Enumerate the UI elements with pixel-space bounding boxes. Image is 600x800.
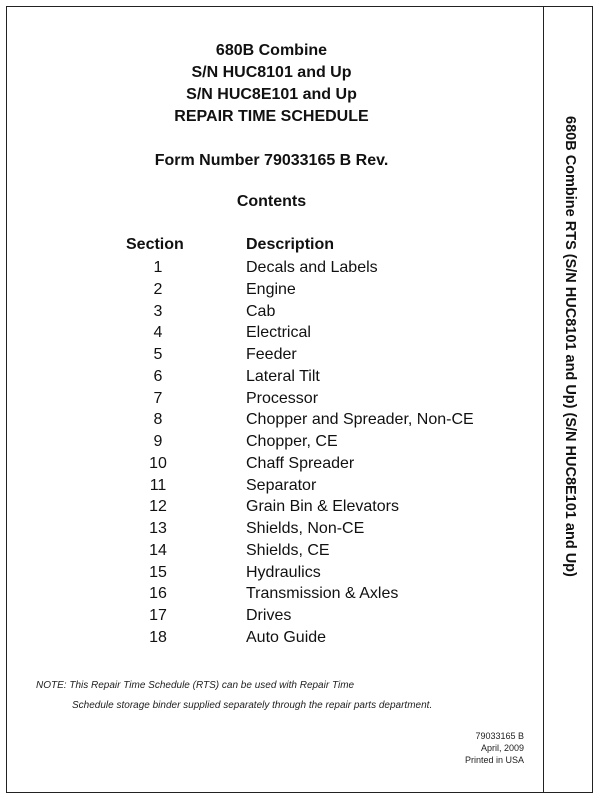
section-description: Processor <box>246 389 319 407</box>
contents-row <box>0 477 543 499</box>
section-number: 7 <box>153 389 163 407</box>
note-line-2: Schedule storage binder supplied separately through the repair parts department. <box>72 700 433 711</box>
contents-row <box>0 303 543 325</box>
section-number: 15 <box>149 563 167 581</box>
title-line-schedule: REPAIR TIME SCHEDULE <box>174 108 369 125</box>
section-number: 1 <box>153 259 163 276</box>
contents-row <box>0 542 543 564</box>
section-column-header: Section <box>126 236 184 253</box>
section-number: 5 <box>153 346 163 363</box>
contents-row <box>0 281 543 303</box>
contents-heading: Contents <box>236 193 307 210</box>
section-number: 8 <box>153 411 163 429</box>
form-code: 79033165 B <box>475 731 524 741</box>
section-description: Transmission & Axles <box>246 585 399 603</box>
contents-row <box>0 433 543 455</box>
section-description: Shields, Non-CE <box>246 520 365 537</box>
section-description: Grain Bin & Elevators <box>246 498 399 516</box>
section-description: Engine <box>246 280 296 298</box>
note-line-1: NOTE: This Repair Time Schedule (RTS) can be used with Repair Time <box>36 680 355 691</box>
spine-label <box>543 6 593 793</box>
contents-row <box>0 585 543 607</box>
section-description: Separator <box>246 476 317 494</box>
section-number: 18 <box>149 628 167 646</box>
printed-location: Printed in USA <box>464 755 524 765</box>
binder-note <box>36 676 536 716</box>
title-line-model: 680B Combine <box>215 42 328 59</box>
section-description: Chopper and Spreader, Non-CE <box>246 411 474 429</box>
section-number: 11 <box>149 476 167 494</box>
contents-row <box>0 629 543 651</box>
document-title <box>0 40 543 128</box>
section-description: Chopper, CE <box>246 433 338 450</box>
spine-text-wrapper <box>552 116 578 577</box>
section-number: 12 <box>149 498 167 516</box>
section-number: 16 <box>149 585 167 603</box>
section-description: Decals and Labels <box>246 259 378 276</box>
section-number: 4 <box>153 324 163 342</box>
title-line-serial-1: S/N HUC8101 and Up <box>191 64 352 81</box>
section-description: Shields, CE <box>246 541 330 559</box>
section-description: Chaff Spreader <box>246 454 355 472</box>
section-number: 14 <box>149 541 167 559</box>
section-number: 3 <box>153 302 163 320</box>
spine-text: 680B Combine RTS (S/N HUC8101 and Up) (S/N HUC8E101 and Up) <box>562 116 578 577</box>
contents-row <box>0 324 543 346</box>
section-number: 10 <box>149 454 167 472</box>
title-line-serial-2: S/N HUC8E101 and Up <box>186 86 357 103</box>
section-number: 2 <box>153 280 163 298</box>
contents-row <box>0 259 543 281</box>
section-number: 13 <box>149 520 167 537</box>
section-description: Lateral Tilt <box>246 367 320 385</box>
description-column-header: Description <box>246 236 335 253</box>
contents-row <box>0 346 543 368</box>
contents-row <box>0 455 543 477</box>
section-number: 17 <box>149 607 167 624</box>
contents-row <box>0 607 543 629</box>
printing-info <box>380 730 524 766</box>
section-number: 9 <box>153 433 163 450</box>
contents-row <box>0 498 543 520</box>
section-description: Drives <box>246 607 292 624</box>
contents-rows <box>0 259 543 651</box>
section-description: Electrical <box>246 324 311 342</box>
section-description: Auto Guide <box>246 628 327 646</box>
form-number: Form Number 79033165 B Rev. <box>154 152 389 169</box>
section-description: Feeder <box>246 346 297 363</box>
contents-row <box>0 520 543 542</box>
contents-row <box>0 390 543 412</box>
print-date: April, 2009 <box>480 743 524 753</box>
section-description: Cab <box>246 302 276 320</box>
contents-row <box>0 411 543 433</box>
contents-row <box>0 368 543 390</box>
section-number: 6 <box>153 367 163 385</box>
contents-row <box>0 564 543 586</box>
section-description: Hydraulics <box>246 563 321 581</box>
